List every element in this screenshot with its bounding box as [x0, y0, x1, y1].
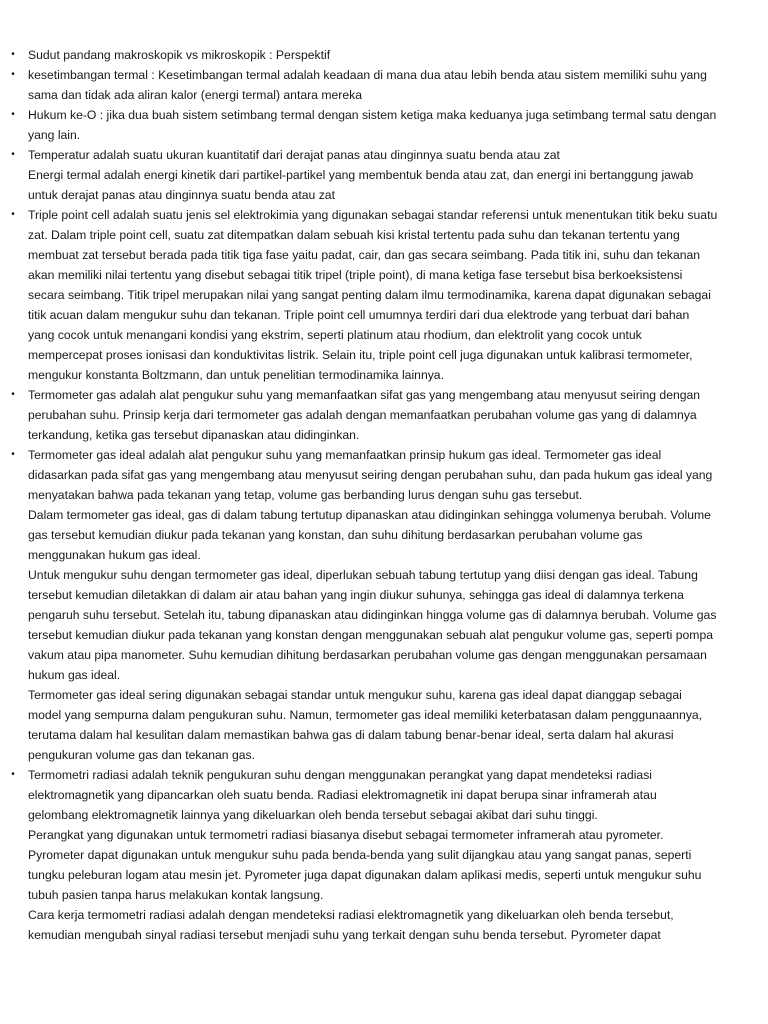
paragraph: Termometri radiasi adalah teknik pengukuran suhu dengan menggunakan perangkat yang dapat mendeteksi radiasi elektromagnetik yang dipancarkan oleh suatu benda. Radiasi elektromagnetik ini dapat berupa sinar inframerah atau gelombang elektromagnetik lainnya yang dikeluarkan oleh benda tersebut sebagai akibat dari suhu tinggi. [28, 768, 657, 822]
list-item [11, 65, 718, 105]
paragraph: kesetimbangan termal : Kesetimbangan termal adalah keadaan di mana dua atau lebih benda atau sistem memiliki suhu yang sama dan tidak ada aliran kalor (energi termal) antara mereka [28, 68, 707, 102]
paragraph: Cara kerja termometri radiasi adalah dengan mendeteksi radiasi elektromagnetik yang dikeluarkan oleh benda tersebut, kemudian mengubah sinyal radiasi tersebut menjadi suhu yang terkait dengan suhu benda tersebut. Pyrometer dapat [28, 908, 674, 942]
list-item [11, 765, 718, 945]
paragraph: Sudut pandang makroskopik vs mikroskopik : Perspektif [28, 48, 331, 62]
bullet-icon: • [11, 149, 15, 160]
paragraph: Termometer gas ideal sering digunakan sebagai standar untuk mengukur suhu, karena gas ideal dapat dianggap sebagai model yang sempurna dalam pengukuran suhu. Namun, termometer gas ideal memiliki keterbatasan dalam penggunaannya, terutama dalam hal kesulitan dalam memastikan bahwa gas di dalam tabung benar-benar ideal, serta dalam hal akurasi pengukuran volume gas dan tekanan gas. [28, 688, 703, 762]
bullet-icon: • [11, 49, 15, 60]
paragraph: Energi termal adalah energi kinetik dari partikel-partikel yang membentuk benda atau zat, dan energi ini bertanggung jawab untuk derajat panas atau dinginnya suatu benda atau zat [28, 168, 694, 202]
bullet-icon: • [11, 209, 15, 220]
list-item [11, 205, 718, 385]
list-item [11, 145, 718, 205]
paragraph: Termometer gas adalah alat pengukur suhu yang memanfaatkan sifat gas yang mengembang atau menyusut seiring dengan perubahan suhu. Prinsip kerja dari termometer gas adalah dengan memanfaatkan perubahan volume gas yang di dalamnya terkandung, ketika gas tersebut dipanaskan atau didinginkan. [28, 388, 701, 442]
paragraph: Untuk mengukur suhu dengan termometer gas ideal, diperlukan sebuah tabung tertutup yang diisi dengan gas ideal. Tabung tersebut kemudian diletakkan di dalam air atau bahan yang ingin diukur suhunya, sehingga gas ideal di dalamnya terkena pengaruh suhu tersebut. Setelah itu, tabung dipanaskan atau didinginkan hingga volume gas di dalamnya berubah. Volume gas tersebut kemudian diukur pada tekanan yang konstan dengan menggunakan sebuah alat pengukur volume gas, seperti pompa vakum atau pipa manometer. Suhu kemudian dihitung berdasarkan perubahan volume gas dengan menggunakan persamaan hukum gas ideal. [28, 568, 717, 682]
bullet-icon: • [11, 769, 15, 780]
paragraph: Triple point cell adalah suatu jenis sel elektrokimia yang digunakan sebagai standar referensi untuk menentukan titik beku suatu zat. Dalam triple point cell, suatu zat ditempatkan dalam sebuah kisi kristal tertentu pada suhu dan tekanan tertentu yang membuat zat tersebut berada pada titik tiga fase yaitu padat, cair, dan gas secara seimbang. Pada titik ini, suhu dan tekanan akan memiliki nilai tertentu yang disebut sebagai titik tripel (triple point), di mana ketiga fase tersebut bisa berkoeksistensi secara seimbang. Titik tripel merupakan nilai yang sangat penting dalam ilmu termodinamika, karena dapat digunakan sebagai titik acuan dalam mengukur suhu dan tekanan. Triple point cell umumnya terdiri dari dua elektrode yang terbuat dari bahan yang cocok untuk menangani kondisi yang ekstrim, seperti platinum atau rhodium, dan elektrolit yang cocok untuk mempercepat proses ionisasi dan konduktivitas listrik. Selain itu, triple point cell juga digunakan untuk kalibrasi termometer, mengukur konstanta Boltzmann, dan untuk penelitian termodinamika lainnya. [28, 208, 718, 382]
list-item [11, 445, 718, 765]
list-item [11, 45, 718, 65]
paragraph: Hukum ke-O : jika dua buah sistem setimbang termal dengan sistem ketiga maka keduanya juga setimbang termal satu dengan yang lain. [28, 108, 717, 142]
bullet-icon: • [11, 449, 15, 460]
list-item [11, 105, 718, 145]
bullet-icon: • [11, 69, 15, 80]
bullet-icon: • [11, 109, 15, 120]
paragraph: Temperatur adalah suatu ukuran kuantitatif dari derajat panas atau dinginnya suatu benda atau zat [28, 148, 560, 162]
paragraph: Perangkat yang digunakan untuk termometri radiasi biasanya disebut sebagai termometer inframerah atau pyrometer. [28, 828, 664, 842]
bullet-icon: • [11, 389, 15, 400]
paragraph: Pyrometer dapat digunakan untuk mengukur suhu pada benda-benda yang sulit dijangkau atau yang sangat panas, seperti tungku peleburan logam atau mesin jet. Pyrometer juga dapat digunakan dalam aplikasi medis, seperti untuk mengukur suhu tubuh pasien tanpa harus melakukan kontak langsung. [28, 848, 702, 902]
list-item [11, 385, 718, 445]
paragraph: Termometer gas ideal adalah alat pengukur suhu yang memanfaatkan prinsip hukum gas ideal. Termometer gas ideal didasarkan pada sifat gas yang mengembang atau menyusut seiring dengan perubahan suhu, dan pada hukum gas ideal yang menyatakan bahwa pada tekanan yang tetap, volume gas berbanding lurus dengan suhu gas tersebut. [28, 448, 713, 502]
paragraph: Dalam termometer gas ideal, gas di dalam tabung tertutup dipanaskan atau didinginkan sehingga volumenya berubah. Volume gas tersebut kemudian diukur pada tekanan yang konstan, dan suhu dihitung berdasarkan perubahan volume gas menggunakan hukum gas ideal. [28, 508, 711, 562]
